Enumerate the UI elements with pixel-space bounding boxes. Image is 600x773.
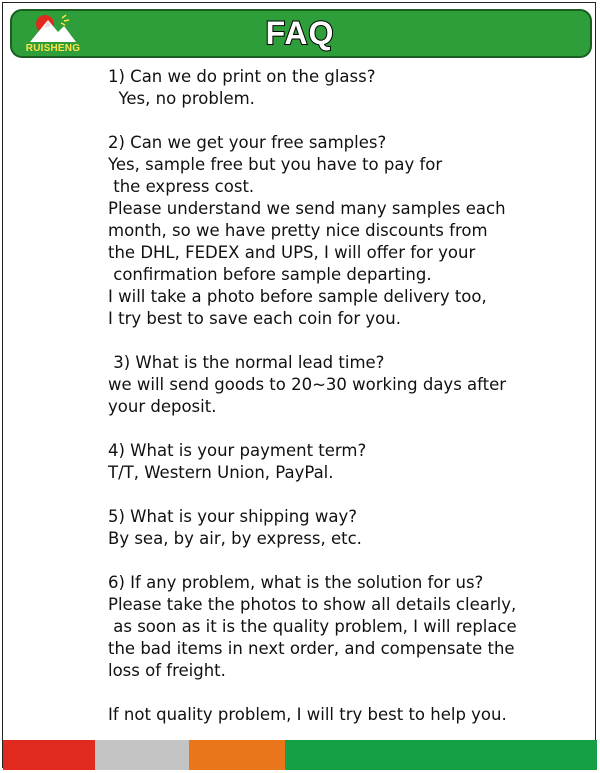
faq-answer-line: the express cost. xyxy=(108,177,255,196)
faq-answer-line: Yes, sample free but you have to pay for xyxy=(108,155,443,174)
strip-segment-red xyxy=(3,740,95,770)
faq-answer-line: loss of freight. xyxy=(108,661,226,680)
faq-answer-line: the bad items in next order, and compensate the xyxy=(108,639,515,658)
faq-question: 5) What is your shipping way? xyxy=(108,507,358,526)
color-strip xyxy=(3,740,597,770)
faq-answer-line: By sea, by air, by express, etc. xyxy=(108,529,362,548)
faq-list xyxy=(108,66,578,726)
faq-answer-line: T/T, Western Union, PayPal. xyxy=(108,463,334,482)
faq-question: If not quality problem, I will try best to help you. xyxy=(108,705,507,724)
faq-item xyxy=(108,440,578,484)
faq-question: 6) If any problem, what is the solution for us? xyxy=(108,573,484,592)
faq-answer-line: your deposit. xyxy=(108,397,217,416)
faq-question: 2) Can we get your free samples? xyxy=(108,133,387,152)
strip-segment-orange xyxy=(189,740,285,770)
faq-question: 4) What is your payment term? xyxy=(108,441,367,460)
faq-item xyxy=(108,704,578,726)
faq-answer-line: confirmation before sample departing. xyxy=(108,265,432,284)
faq-answer-line: Please understand we send many samples each xyxy=(108,199,506,218)
faq-question: 3) What is the normal lead time? xyxy=(108,353,385,372)
brand-name: RUISHENG xyxy=(25,43,81,54)
faq-question: 1) Can we do print on the glass? xyxy=(108,67,376,86)
faq-answer-line: month, so we have pretty nice discounts from xyxy=(108,221,488,240)
faq-answer-line: Please take the photos to show all details clearly, xyxy=(108,595,517,614)
faq-answer-line: Yes, no problem. xyxy=(108,89,255,108)
faq-answer-line: I try best to save each coin for you. xyxy=(108,309,401,328)
strip-segment-gray xyxy=(95,740,189,770)
faq-item xyxy=(108,352,578,418)
faq-item xyxy=(108,66,578,110)
faq-item xyxy=(108,132,578,330)
faq-answer-line: as soon as it is the quality problem, I will replace xyxy=(108,617,517,636)
faq-item xyxy=(108,572,578,682)
page-title: FAQ xyxy=(265,15,335,51)
faq-item xyxy=(108,506,578,550)
faq-answer-line: I will take a photo before sample delivery too, xyxy=(108,287,487,306)
faq-answer-line: we will send goods to 20~30 working days after xyxy=(108,375,507,394)
faq-answer-line: the DHL, FEDEX and UPS, I will offer for your xyxy=(108,243,476,262)
strip-segment-green xyxy=(285,740,597,770)
